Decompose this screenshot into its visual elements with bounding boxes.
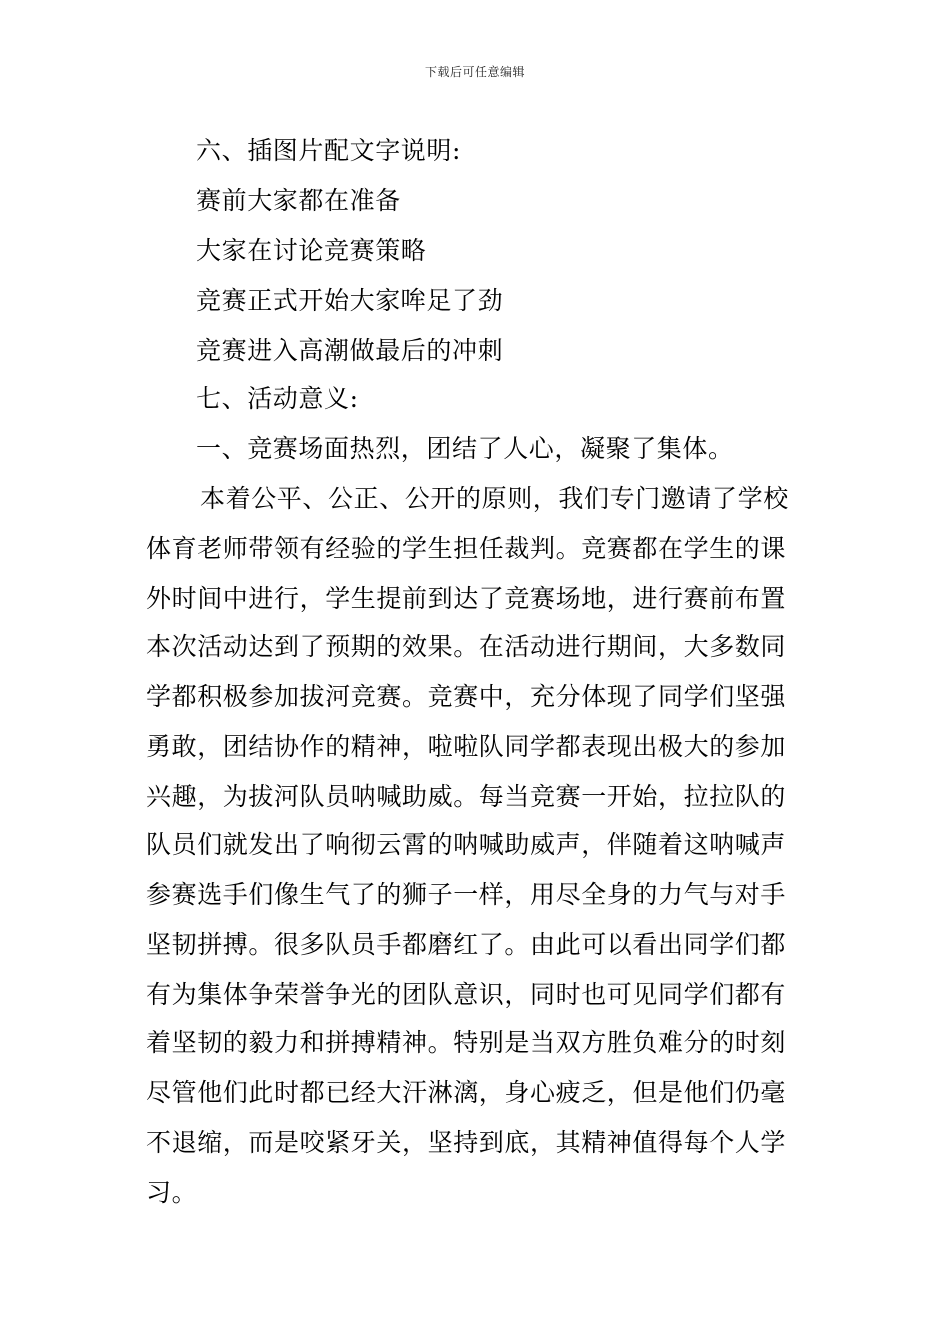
paragraph-line: 外时间中进行，学生提前到达了竞赛场地，进行赛前布置 bbox=[146, 584, 787, 613]
paragraph-line: 习。 bbox=[146, 1178, 198, 1207]
paragraph-line: 着坚韧的毅力和拼搏精神。特别是当双方胜负难分的时刻 bbox=[146, 1028, 787, 1057]
paragraph-line: 坚韧拼搏。很多队员手都磨红了。由此可以看出同学们都 bbox=[146, 930, 787, 959]
paragraph-line: 勇敢，团结协作的精神，啦啦队同学都表现出极大的参加 bbox=[146, 732, 787, 761]
paragraph-line: 体育老师带领有经验的学生担任裁判。竞赛都在学生的课 bbox=[146, 534, 787, 563]
significance-point-1: 一、竞赛场面热烈，团结了人心，凝聚了集体。 bbox=[196, 434, 734, 463]
paragraph-line: 不退缩，而是咬紧牙关，坚持到底，其精神值得每个人学 bbox=[146, 1128, 787, 1157]
page-header: 下载后可任意编辑 bbox=[424, 65, 525, 79]
caption-heading: 六、插图片配文字说明: bbox=[196, 136, 462, 165]
paragraph-line: 参赛选手们像生气了的狮子一样，用尽全身的力气与对手 bbox=[146, 880, 787, 909]
caption-item: 赛前大家都在准备 bbox=[196, 186, 401, 215]
paragraph-line: 尽管他们此时都已经大汗淋漓，身心疲乏，但是他们仍毫 bbox=[146, 1078, 787, 1107]
paragraph-line: 队员们就发出了响彻云霄的呐喊助威声，伴随着这呐喊声 bbox=[146, 830, 787, 859]
caption-item: 大家在讨论竞赛策略 bbox=[196, 236, 427, 265]
significance-heading: 七、活动意义: bbox=[196, 384, 359, 413]
paragraph-line: 本次活动达到了预期的效果。在活动进行期间，大多数同 bbox=[146, 632, 787, 661]
paragraph-line: 本着公平、公正、公开的原则，我们专门邀请了学校 bbox=[200, 484, 789, 513]
caption-item: 竞赛正式开始大家哞足了劲 bbox=[196, 286, 504, 315]
paragraph-line: 兴趣，为拔河队员呐喊助威。每当竞赛一开始，拉拉队的 bbox=[146, 782, 787, 811]
paragraph-line: 有为集体争荣誉争光的团队意识，同时也可见同学们都有 bbox=[146, 980, 787, 1009]
paragraph-line: 学都积极参加拔河竞赛。竞赛中，充分体现了同学们坚强 bbox=[146, 682, 787, 711]
caption-item: 竞赛进入高潮做最后的冲刺 bbox=[196, 336, 504, 365]
